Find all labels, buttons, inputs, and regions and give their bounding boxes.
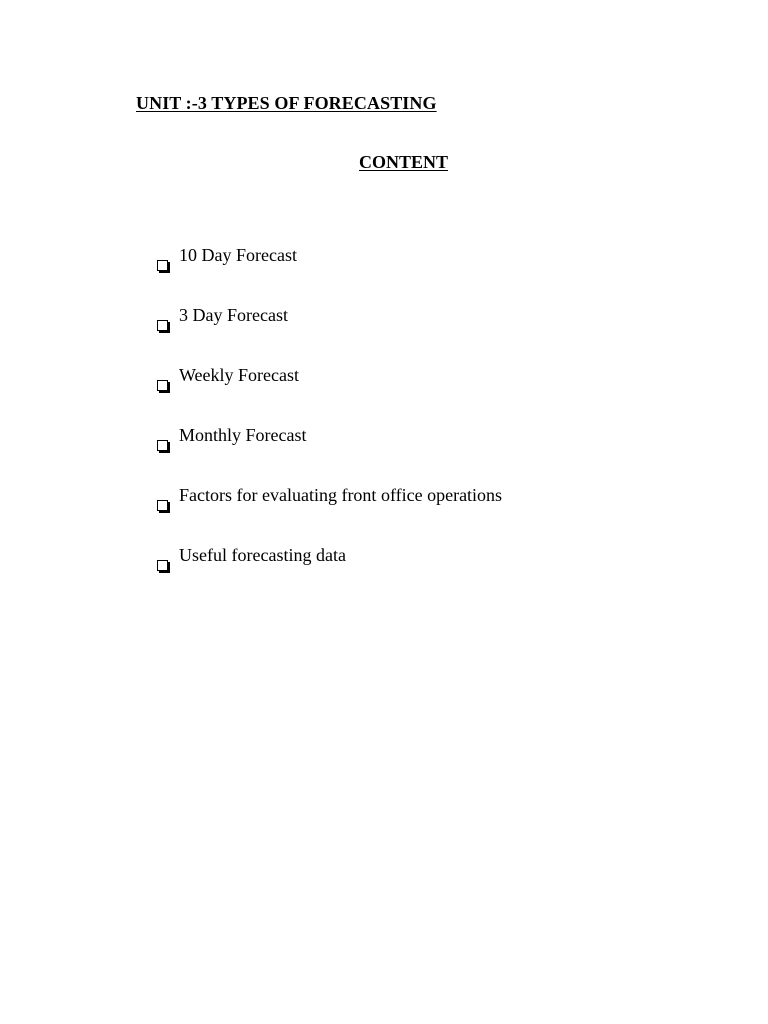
topic-label: 10 Day Forecast <box>179 244 297 265</box>
checkbox-icon <box>157 500 168 511</box>
checkbox-icon <box>157 260 168 271</box>
topic-label: Weekly Forecast <box>179 364 300 385</box>
topic-label: Factors for evaluating front office operations <box>179 484 503 505</box>
topic-list <box>157 238 502 598</box>
list-item <box>157 538 502 598</box>
topic-label: Monthly Forecast <box>179 424 307 445</box>
list-item <box>157 298 502 358</box>
list-item <box>157 358 502 418</box>
topic-label: Useful forecasting data <box>179 544 346 565</box>
checkbox-icon <box>157 560 168 571</box>
list-item <box>157 238 502 298</box>
topic-label: 3 Day Forecast <box>179 304 288 325</box>
unit-title: UNIT :-3 TYPES OF FORECASTING <box>136 93 437 113</box>
list-item <box>157 418 502 478</box>
checkbox-icon <box>157 380 168 391</box>
checkbox-icon <box>157 320 168 331</box>
checkbox-icon <box>157 440 168 451</box>
list-item <box>157 478 502 538</box>
content-heading: CONTENT <box>359 152 449 172</box>
